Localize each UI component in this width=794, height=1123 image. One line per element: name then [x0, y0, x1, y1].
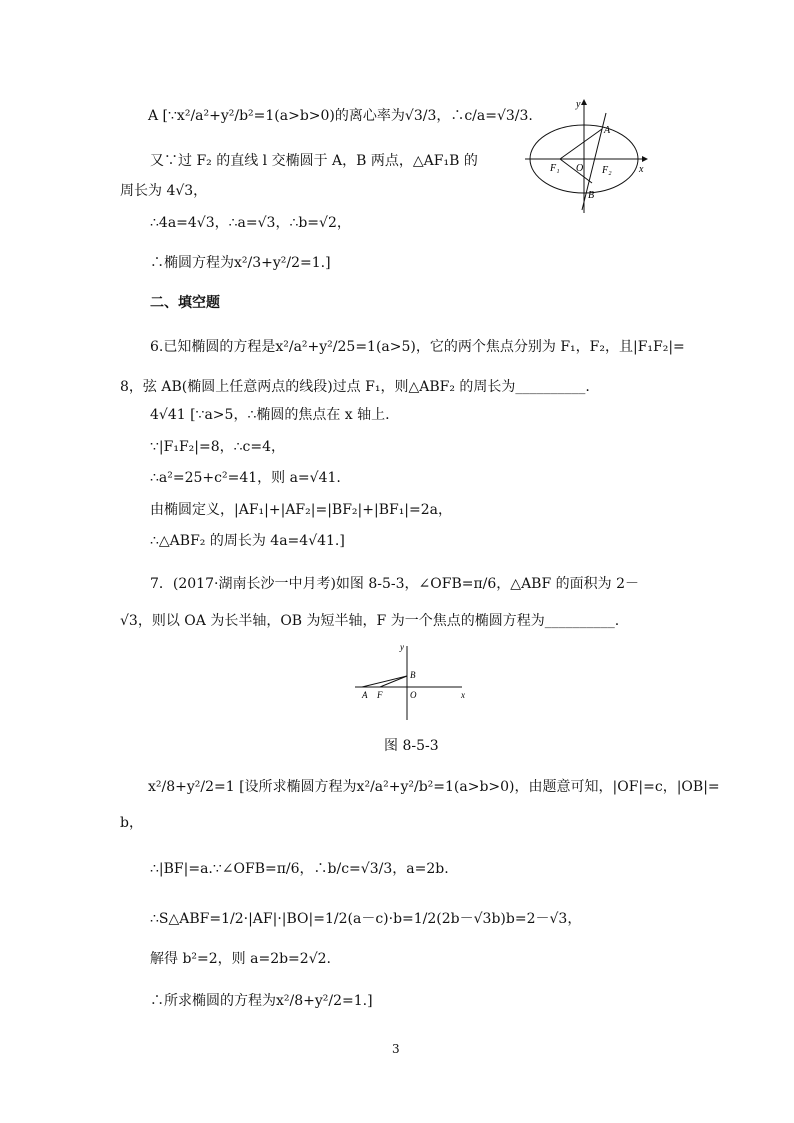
- answer-5-line-2: 又∵过 F₂ 的直线 l 交椭圆于 A，B 两点，△AF₁B 的: [150, 153, 478, 169]
- ellipse-figure: [520, 95, 650, 220]
- x-axis-arrow: [642, 156, 648, 162]
- question-7-line-2: √3，则以 OA 为长半轴，OB 为短半轴，F 为一个焦点的椭圆方程为__________.: [120, 613, 620, 629]
- question-7-line-1: 7．(2017·湖南长沙一中月考)如图 8-5-3，∠OFB=π/6，△ABF 的面积为 2－: [150, 576, 639, 592]
- figure-caption: 图 8-5-3: [384, 738, 439, 754]
- label-O: O: [576, 163, 584, 174]
- answer-5-line-3: 周长为 4√3，: [120, 183, 208, 199]
- label-B: B: [410, 670, 416, 680]
- answer-7-line-4: ∴S△ABF=1/2·|AF|·|BO|=1/2(a－c)·b=1/2(2b－√3b)b=2－√3，: [150, 911, 582, 927]
- question-6-line-2: 8，弦 AB(椭圆上任意两点的线段)过点 F₁，则△ABF₂ 的周长为__________.: [120, 379, 590, 395]
- label-x: x: [639, 164, 644, 175]
- section-heading: 二、填空题: [150, 295, 220, 311]
- label-O: O: [410, 690, 417, 700]
- answer-7-line-2: b，: [120, 815, 143, 831]
- page-number: 3: [392, 1042, 400, 1056]
- answer-7-line-1: x²/8+y²/2=1 [设所求椭圆方程为x²/a²+y²/b²=1(a>b>0)，由题意可知，|OF|=c，|OB|=: [148, 779, 720, 795]
- y-axis-arrow: [581, 99, 587, 105]
- answer-5-line-5: ∴椭圆方程为x²/3+y²/2=1.]: [150, 255, 331, 271]
- label-A: A: [362, 690, 368, 700]
- label-F2: F₂: [602, 165, 612, 176]
- answer-6-line-3: ∴a²=25+c²=41，则 a=√41.: [150, 470, 341, 486]
- answer-6-line-2: ∵|F₁F₂|=8，∴c=4，: [150, 439, 286, 455]
- label-F1: F₁: [550, 163, 560, 174]
- label-y: y: [576, 99, 581, 110]
- answer-5-line-4: ∴4a=4√3，∴a=√3，∴b=√2，: [150, 215, 351, 231]
- label-x: x: [461, 690, 465, 700]
- question-6-line-1: 6.已知椭圆的方程是x²/a²+y²/25=1(a>5)，它的两个焦点分别为 F₁，F₂，且|F₁F₂|=: [150, 339, 685, 355]
- answer-7-line-3: ∴|BF|=a.∵∠OFB=π/6，∴b/c=√3/3，a=2b.: [150, 861, 449, 877]
- label-y: y: [400, 642, 404, 652]
- answer-5-line-1: A [∵x²/a²+y²/b²=1(a>b>0)的离心率为√3/3，∴c/a=√3/3.: [148, 108, 533, 124]
- label-F: F: [377, 690, 383, 700]
- answer-6-line-1: 4√41 [∵a>5，∴椭圆的焦点在 x 轴上.: [150, 407, 390, 423]
- answer-6-line-5: ∴△ABF₂ 的周长为 4a=4√41.]: [150, 533, 345, 549]
- answer-7-line-6: ∴所求椭圆的方程为x²/8+y²/2=1.]: [150, 993, 373, 1009]
- answer-7-line-5: 解得 b²=2，则 a=2b=2√2.: [150, 951, 331, 967]
- answer-6-line-4: 由椭圆定义，|AF₁|+|AF₂|=|BF₂|+|BF₁|=2a，: [150, 502, 453, 518]
- triangle-figure: [350, 640, 475, 725]
- label-A: A: [604, 125, 611, 136]
- label-B: B: [588, 190, 595, 201]
